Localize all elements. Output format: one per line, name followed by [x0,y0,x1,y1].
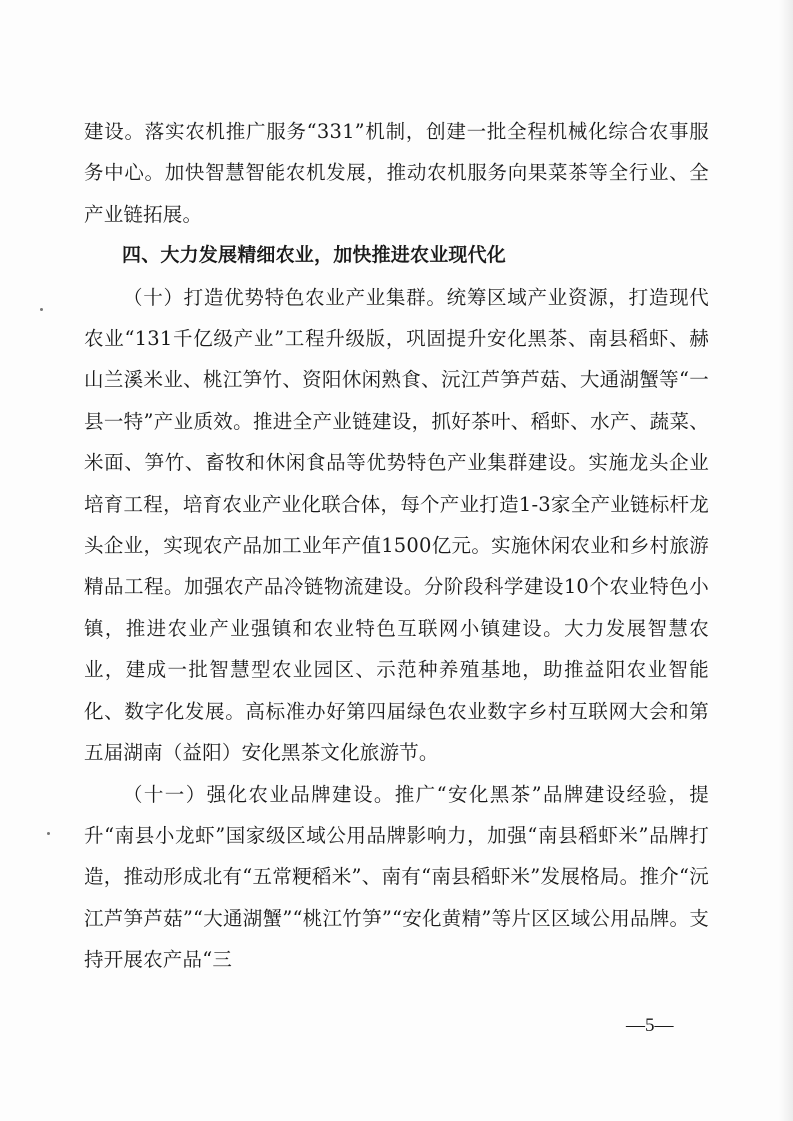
item-10-title: （十）打造优势特色农业产业集群。 [123,285,447,309]
item-11-title: （十一）强化农业品牌建设。 [123,782,395,806]
paragraph-item-11 [84,774,709,981]
document-body [84,111,709,981]
scan-shadow-edge [779,0,793,1121]
item-10-body: 统筹区域产业资源，打造现代农业“131千亿级产业”工程升级版，巩固提升安化黑茶、南县稻虾、赫山兰溪米业、桃江笋竹、资阳休闲熟食、沅江芦笋芦菇、大通湖蟹等“一县一特”产业质效。推进全产业链建设，抓好茶叶、稻虾、水产、蔬菜、米面、笋竹、畜牧和休闲食品等优势特色产业集群建设。实施龙头企业培育工程，培育农业产业化联合体，每个产业打造1-3家全产业链标杆龙头企业，实现农产品加工业年产值1500亿元。实施休闲农业和乡村旅游精品工程。加强农产品冷链物流建设。分阶段科学建设10个农业特色小镇，推进农业产业强镇和农业特色互联网小镇建设。大力发展智慧农业，建成一批智慧型农业园区、示范种养殖基地，助推益阳农业智能化、数字化发展。高标准办好第四届绿色农业数字乡村互联网大会和第五届湖南（益阳）安化黑茶文化旅游节。 [84,285,709,765]
item-11-body: 推广“安化黑茶”品牌建设经验，提升“南县小龙虾”国家级区域公用品牌影响力，加强“南县稻虾米”品牌打造，推动形成北有“五常粳稻米”、南有“南县稻虾米”发展格局。推介“沅江芦笋芦菇”“大通湖蟹”“桃江竹笋”“安化黄精”等片区区域公用品牌。支持开展农产品“三 [84,782,709,972]
paragraph-continuation: 建设。落实农机推广服务“331”机制，创建一批全程机械化综合农事服务中心。加快智慧智能农机发展，推动农机服务向果菜茶等全行业、全产业链拓展。 [84,120,709,226]
scan-speck [40,308,43,311]
section-heading: 四、大力发展精细农业，加快推进农业现代化 [122,244,507,267]
page-number: —5— [626,1015,674,1036]
paragraph-item-10 [84,277,709,774]
scan-speck [47,832,50,835]
